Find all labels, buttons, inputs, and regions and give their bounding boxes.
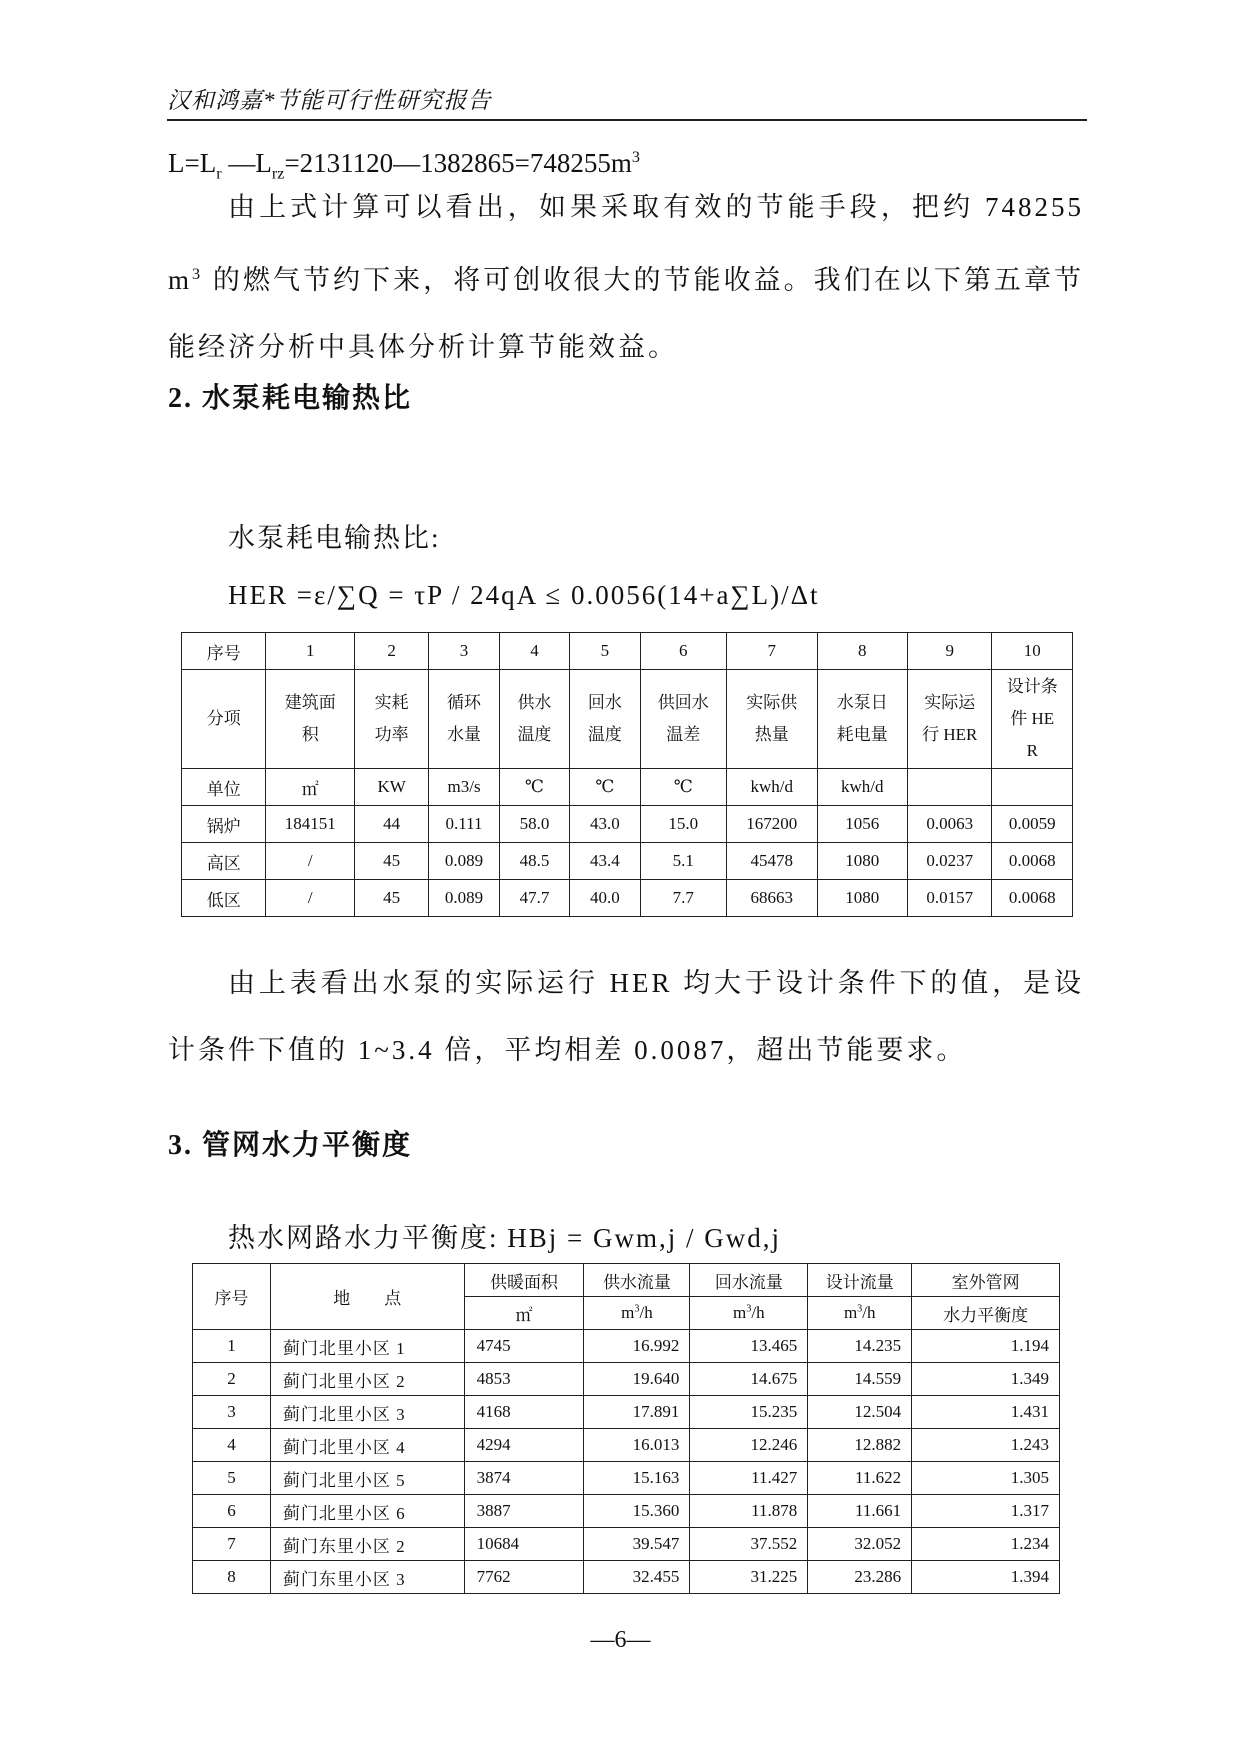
table-cell [908,769,992,806]
table-cell: 3874 [464,1462,584,1495]
table-row [193,1528,1060,1561]
section-heading-2: 2. 水泵耗电输热比 [168,383,413,414]
table-cell: 1.431 [912,1396,1060,1429]
table-cell: 11.622 [808,1462,912,1495]
unit-text: /h [751,1303,765,1322]
page-number: —6— [590,1627,651,1653]
table-cell: / [266,843,354,880]
table-cell: 47.7 [499,880,569,917]
unit-supply [584,1297,690,1330]
table-cell: 15.163 [584,1462,690,1495]
table-row [193,1561,1060,1594]
formula-part: =2131120—1382865=748255m [284,148,632,178]
table-cell: 1080 [817,880,908,917]
formula-sub: r [216,164,222,183]
table-cell: 7 [727,633,818,670]
table-cell: 2 [354,633,428,670]
table-cell: m3/s [429,769,499,806]
table-cell: 蓟门北里小区 3 [270,1396,464,1429]
table-cell: 167200 [727,806,818,843]
table-cell: 8 [193,1561,271,1594]
table-cell: 实耗功率 [354,670,428,769]
unit-design [808,1297,912,1330]
col-header-balance-2: 水力平衡度 [912,1297,1060,1330]
table-cell: 0.089 [429,843,499,880]
table-cell: 9 [908,633,992,670]
table-cell: 37.552 [690,1528,808,1561]
table-cell: 23.286 [808,1561,912,1594]
formula-part: L=L [168,148,217,178]
table-cell: 14.559 [808,1363,912,1396]
table-row [182,633,1073,670]
table-cell: 5.1 [640,843,726,880]
table-cell: 7 [193,1528,271,1561]
table-cell: 实际供热量 [727,670,818,769]
table-cell: 水泵日耗电量 [817,670,908,769]
paragraph-her-conclusion: 由上表看出水泵的实际运行 HER 均大于设计条件下的值，是设计条件下值的 1~3.4 倍，平均相差 0.0087，超出节能要求。 [168,968,1084,1065]
table-cell: 12.882 [808,1429,912,1462]
section-heading-3: 3. 管网水力平衡度 [168,1130,413,1161]
table-cell: 14.235 [808,1330,912,1363]
unit-sup: 3 [634,1303,640,1315]
table-cell: 11.427 [690,1462,808,1495]
table-cell: 5 [570,633,640,670]
table-cell: 6 [640,633,726,670]
table-cell: 0.0237 [908,843,992,880]
table-cell: 低区 [182,880,266,917]
table-cell: 0.0063 [908,806,992,843]
table-cell: 0.089 [429,880,499,917]
table-cell: 蓟门北里小区 4 [270,1429,464,1462]
table-cell: 45 [354,843,428,880]
table-row [182,880,1073,917]
table-cell: ㎡ [266,769,354,806]
table-cell: 高区 [182,843,266,880]
table-cell: 0.111 [429,806,499,843]
table-cell: 蓟门北里小区 1 [270,1330,464,1363]
table-cell: 建筑面积 [266,670,354,769]
col-header-no: 序号 [193,1264,271,1330]
table-cell: 供回水温差 [640,670,726,769]
col-header-area: 供暖面积 [464,1264,584,1297]
table-row [193,1363,1060,1396]
table-row [182,843,1073,880]
section-intro-3: 热水网路水力平衡度: HBj = Gwm,j / Gwd,j [228,1223,781,1253]
her-formula: HER =ε/∑Q = τP / 24qA ≤ 0.0056(14+a∑L)/Δt [228,580,820,610]
table-cell: 回水温度 [570,670,640,769]
table-cell: kwh/d [727,769,818,806]
table-cell: 1.243 [912,1429,1060,1462]
table-cell: 实际运行 HER [908,670,992,769]
her-table [181,632,1073,917]
unit-text: m [621,1303,635,1322]
table-cell: 序号 [182,633,266,670]
table-cell: 4294 [464,1429,584,1462]
table-cell: 蓟门北里小区 2 [270,1363,464,1396]
table-cell: 蓟门北里小区 6 [270,1495,464,1528]
table-cell: 1.349 [912,1363,1060,1396]
table-cell: 4 [193,1429,271,1462]
table-cell: 15.235 [690,1396,808,1429]
table-cell: 蓟门东里小区 2 [270,1528,464,1561]
table-cell: 0.0068 [992,843,1073,880]
table-cell: 16.992 [584,1330,690,1363]
table-cell: 1.317 [912,1495,1060,1528]
table-cell: 17.891 [584,1396,690,1429]
paragraph-text: 的燃气节约下来，将可创收很大的节能收益。我们在以下第五章节能经济分析中具体分析计算节能效益。 [168,265,1084,362]
table-cell: 13.465 [690,1330,808,1363]
table-cell: 39.547 [584,1528,690,1561]
table-row [193,1330,1060,1363]
formula-sup: 3 [631,148,640,166]
table-cell: 循环水量 [429,670,499,769]
table-cell: 供水温度 [499,670,569,769]
unit-sup: 3 [746,1303,752,1315]
table-cell: 5 [193,1462,271,1495]
table-cell: 3 [193,1396,271,1429]
table-cell: 31.225 [690,1561,808,1594]
table-cell: 8 [817,633,908,670]
col-header-design: 设计流量 [808,1264,912,1297]
table-cell: 4745 [464,1330,584,1363]
table-cell: ℃ [499,769,569,806]
unit-area: ㎡ [464,1297,584,1330]
table-cell: 1 [266,633,354,670]
section-intro-2: 水泵耗电输热比: [228,523,441,553]
table-cell: 43.0 [570,806,640,843]
unit-sup: 3 [857,1303,863,1315]
table-cell: 4168 [464,1396,584,1429]
table-cell: 7.7 [640,880,726,917]
table-cell: 0.0157 [908,880,992,917]
table-cell: 锅炉 [182,806,266,843]
table-cell: 12.246 [690,1429,808,1462]
table-cell: 1056 [817,806,908,843]
table-cell: 45478 [727,843,818,880]
table-cell: 15.0 [640,806,726,843]
table-cell: 1.234 [912,1528,1060,1561]
table-cell: 14.675 [690,1363,808,1396]
table-cell: 1.394 [912,1561,1060,1594]
unit-return [690,1297,808,1330]
table-row [193,1462,1060,1495]
unit-text: m [733,1303,747,1322]
table-cell: 4 [499,633,569,670]
table-cell: 32.052 [808,1528,912,1561]
table-cell: 1080 [817,843,908,880]
table-cell: 45 [354,880,428,917]
table-cell: 68663 [727,880,818,917]
col-header-location: 地 点 [270,1264,464,1330]
table-cell: 184151 [266,806,354,843]
formula-sub: rz [271,164,285,183]
table-cell: 1.194 [912,1330,1060,1363]
table-cell: 15.360 [584,1495,690,1528]
table-cell: 单位 [182,769,266,806]
table-cell: 4853 [464,1363,584,1396]
table-cell: 11.878 [690,1495,808,1528]
table-cell: 32.455 [584,1561,690,1594]
col-header-supply: 供水流量 [584,1264,690,1297]
table-cell: / [266,880,354,917]
table-row [182,670,1073,769]
table-cell: kwh/d [817,769,908,806]
table-cell: 蓟门东里小区 3 [270,1561,464,1594]
table-cell: 11.661 [808,1495,912,1528]
table-cell: 10684 [464,1528,584,1561]
paragraph-sup: 3 [192,265,204,283]
table-cell: 10 [992,633,1073,670]
table-cell: 40.0 [570,880,640,917]
table-cell: 1.305 [912,1462,1060,1495]
table-cell: 1 [193,1330,271,1363]
unit-text: /h [862,1303,876,1322]
table-row [193,1396,1060,1429]
report-header: 汉和鸿嘉*节能可行性研究报告 [167,88,492,113]
header-rule [167,119,1087,121]
unit-text: /h [639,1303,653,1322]
table-cell: 48.5 [499,843,569,880]
table-cell: ℃ [570,769,640,806]
hydraulic-balance-table [192,1263,1060,1594]
table-cell: 2 [193,1363,271,1396]
paragraph-savings [168,174,1084,381]
table-cell: 43.4 [570,843,640,880]
table-row [193,1495,1060,1528]
table-cell: 蓟门北里小区 5 [270,1462,464,1495]
table-cell: 3887 [464,1495,584,1528]
table-row [182,769,1073,806]
table-cell: KW [354,769,428,806]
table-cell [992,769,1073,806]
table-cell: 设计条件 HER [992,670,1073,769]
table-cell: 58.0 [499,806,569,843]
table-cell: 3 [429,633,499,670]
table-cell: 44 [354,806,428,843]
formula-part: —L [221,148,272,178]
table-cell: 0.0068 [992,880,1073,917]
table-cell: 0.0059 [992,806,1073,843]
unit-text: m [843,1303,858,1322]
table-cell: 19.640 [584,1363,690,1396]
table-row [193,1429,1060,1462]
table-cell: ℃ [640,769,726,806]
table-cell: 6 [193,1495,271,1528]
table-cell: 分项 [182,670,266,769]
col-header-balance: 室外管网 [912,1264,1060,1297]
col-header-return: 回水流量 [690,1264,808,1297]
table-row [182,806,1073,843]
table-cell: 12.504 [808,1396,912,1429]
paragraph-text: 由上式计算可以看出，如果采取有效的节能手段，把约 748255 m [168,192,1084,295]
table-cell: 16.013 [584,1429,690,1462]
table-cell: 7762 [464,1561,584,1594]
